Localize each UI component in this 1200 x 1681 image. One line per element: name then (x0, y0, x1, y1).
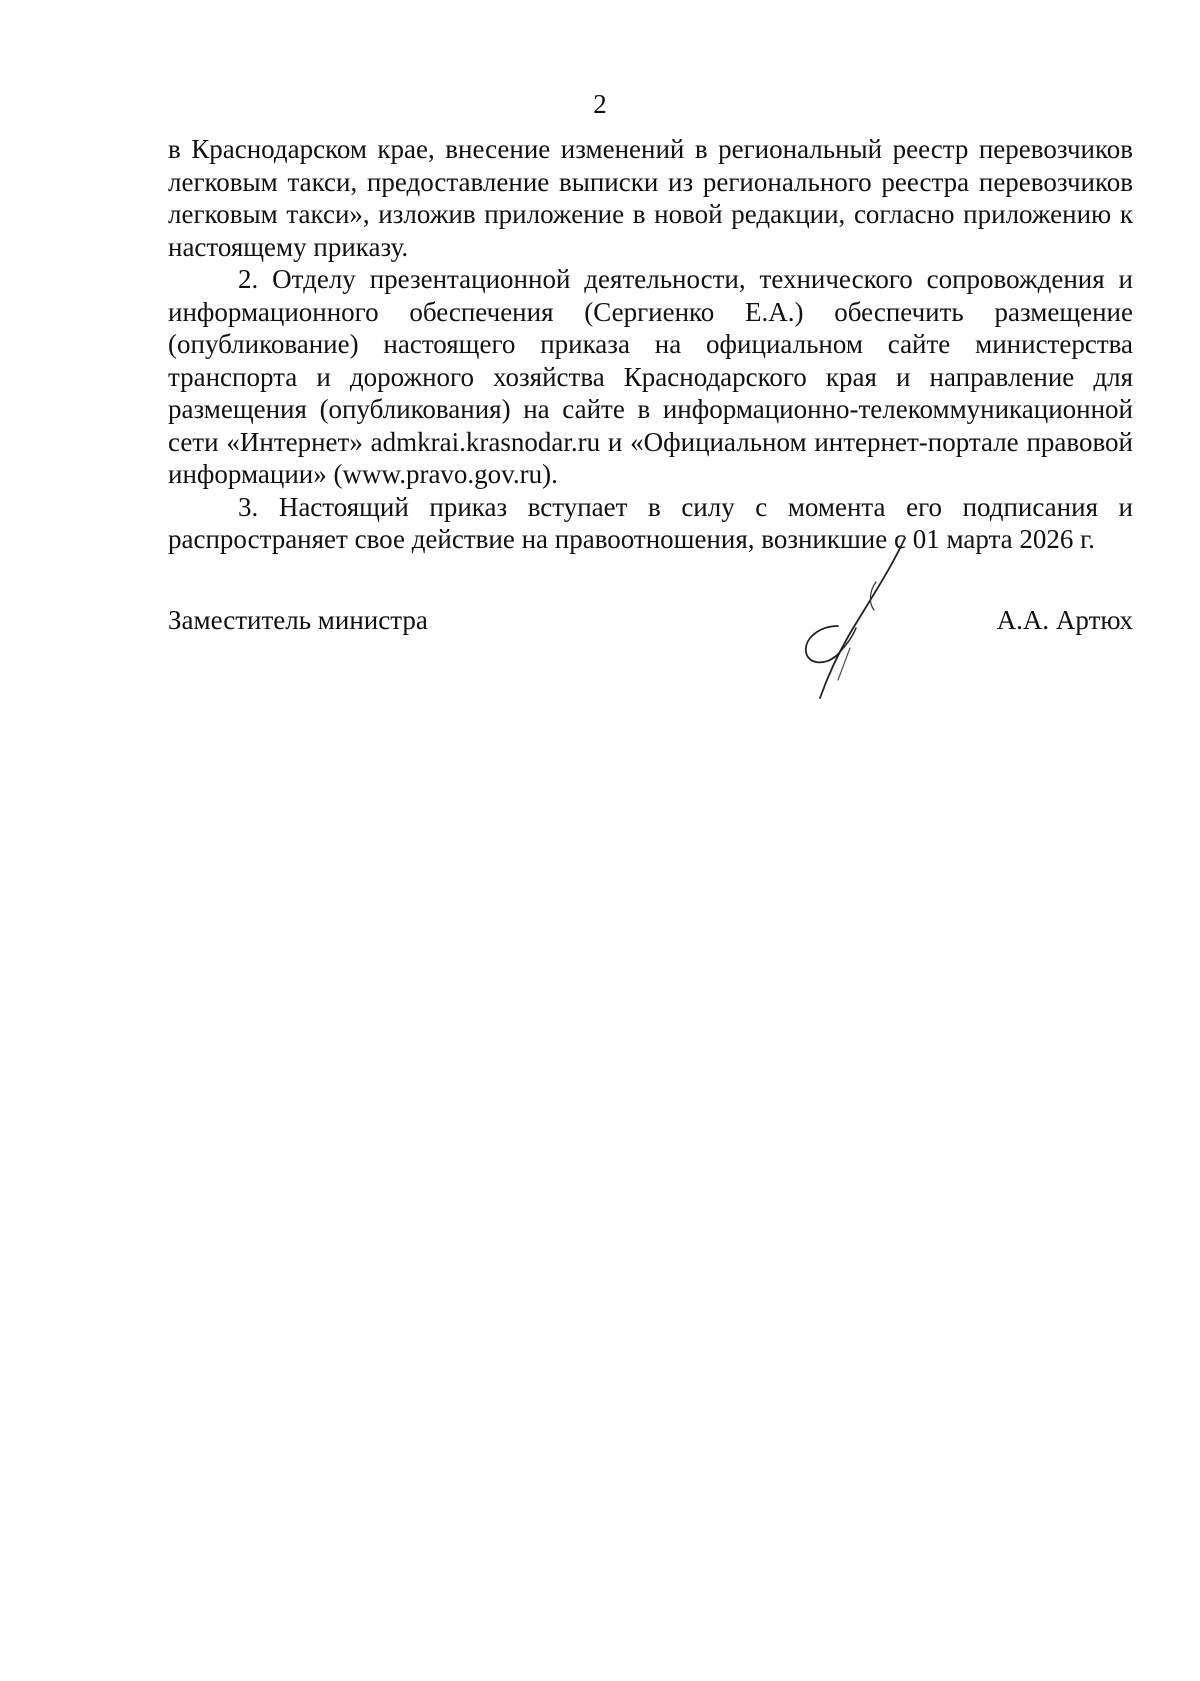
document-body (168, 133, 1133, 556)
paragraph-continuation: в Краснодарском крае, внесение изменений в региональный реестр перевозчиков легковым такси, предоставление выписки из регионального реестра перевозчиков легковым такси», изложив приложение в новой редакции, согласно приложению к настоящему приказу. (168, 134, 1133, 262)
signer-name: А.А. Артюх (996, 605, 1133, 635)
signer-role: Заместитель министра (168, 605, 428, 635)
paragraph-item-3: 3. Настоящий приказ вступает в силу с момента его подписания и распространяет свое действие на правоотношения, возникшие с 01 марта 2026 г. (168, 491, 1133, 554)
signature-block (168, 604, 1133, 644)
paragraph-item-2: 2. Отделу презентационной деятельности, технического сопровождения и информационного обеспечения (Сергиенко Е.А.) обеспечить размещение (опубликование) настоящего приказа на официальном сайте министерства транспорта и дорожного хозяйства Краснодарского края и направление для размещения (опубликования) на сайте в информационно-телекоммуникационной сети «Интернет» admkrai.krasnodar.ru и «Официальном интернет-портале правовой информации» (www.pravo.gov.ru). (168, 264, 1133, 489)
page-number: 2 (593, 89, 607, 119)
handwritten-signature (790, 530, 940, 710)
